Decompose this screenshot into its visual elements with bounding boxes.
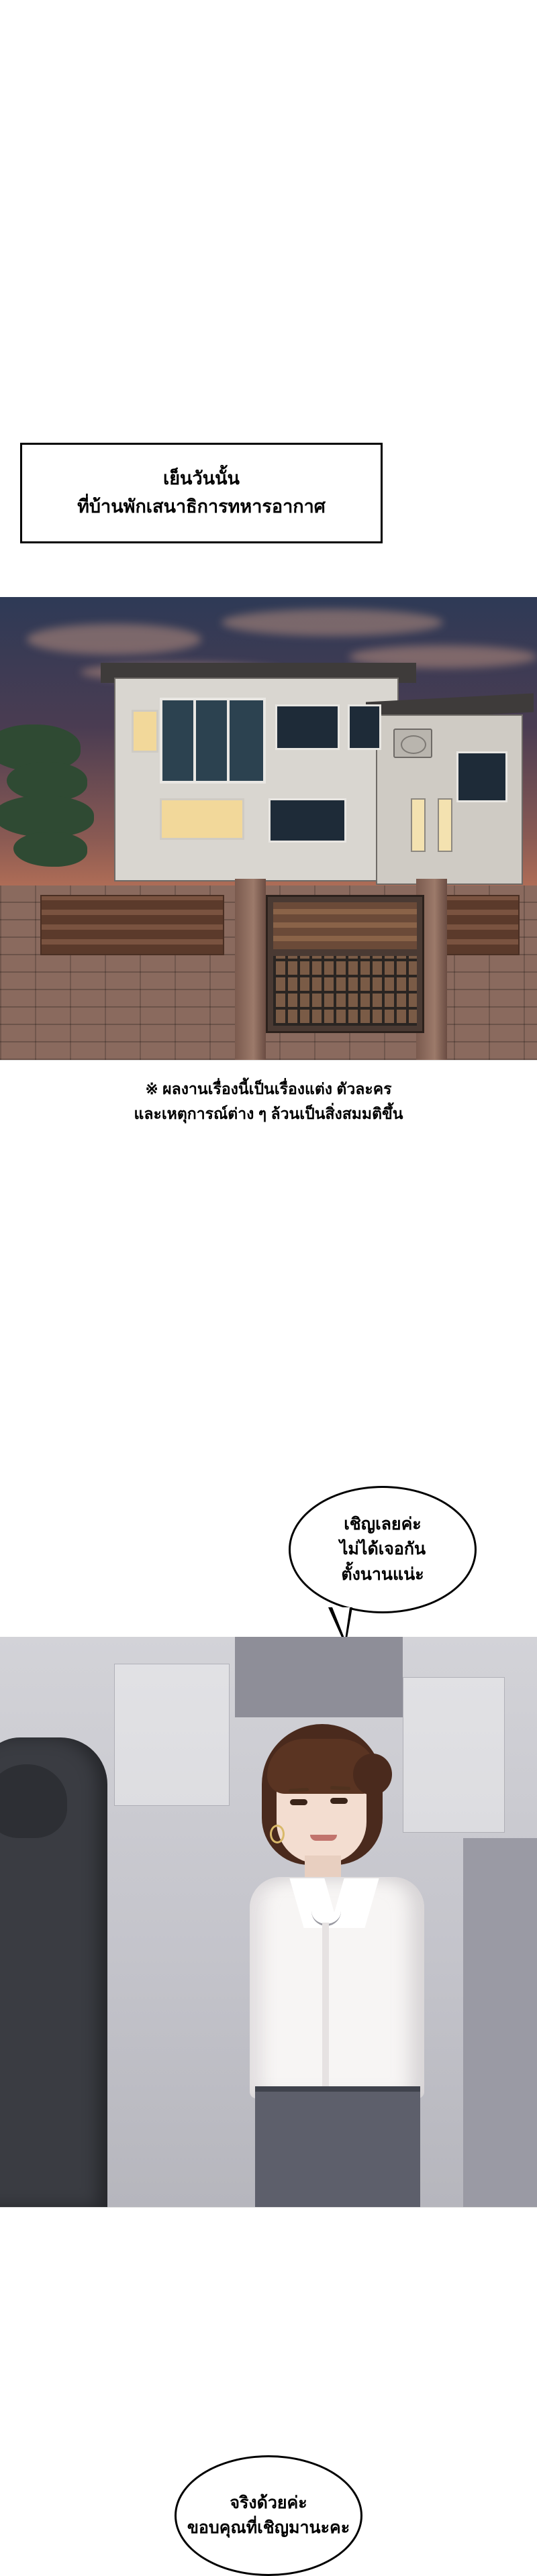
glass-curtain-wall: [160, 698, 266, 784]
bubble2-line-1: จริงด้วยค่ะ: [230, 2493, 307, 2512]
background-column: [463, 1838, 537, 2207]
gate-pillar: [235, 879, 266, 1060]
man-head: [0, 1764, 67, 1838]
background-beam: [235, 1637, 403, 1717]
window: [348, 704, 381, 750]
woman-hair-bun: [353, 1754, 392, 1795]
panel-house-exterior: [0, 597, 537, 1060]
bubble-line-2: ไม่ได้เจอกัน: [339, 1540, 426, 1559]
panel-characters: [0, 1637, 537, 2207]
gate-lattice: [273, 956, 417, 1026]
disclaimer-line-2: และเหตุการณ์ต่าง ๆ ล้วนเป็นสิ่งสมมติขึ้น: [134, 1104, 403, 1122]
disclaimer-text: [0, 1077, 537, 1126]
cloud-shape: [27, 624, 201, 655]
woman-shirt-placket: [322, 1923, 329, 2090]
window: [456, 751, 507, 802]
narration-line-2: ที่บ้านพักเสนาธิการทหารอากาศ: [77, 496, 326, 517]
entrance-gate: [266, 895, 424, 1033]
man-silhouette: [0, 1737, 107, 2207]
panel-seam: [0, 2207, 537, 2208]
disclaimer-line-1: ※ ผลงานเรื่องนี้เป็นเรื่องแต่ง ตัวละคร: [145, 1080, 392, 1097]
bubble-line-3: ตั้งนานแน่ะ: [341, 1564, 424, 1584]
woman-mouth: [310, 1835, 337, 1841]
wood-fence: [40, 895, 224, 955]
speech-bubble-bottom: [175, 2455, 362, 2576]
woman-earring: [270, 1825, 285, 1843]
panel-seam: [0, 1060, 537, 1061]
window: [268, 798, 346, 843]
gate-panel: [273, 902, 417, 949]
narration-caption: [20, 443, 383, 543]
window: [160, 798, 244, 840]
background-window: [114, 1664, 230, 1806]
bubble-tail-inner: [332, 1607, 350, 1640]
air-conditioner-unit: [393, 729, 432, 758]
tree: [0, 698, 114, 899]
cloud-shape: [222, 609, 443, 636]
woman-character: [235, 1724, 456, 2207]
woman-skirt: [255, 2092, 420, 2207]
woman-eye: [290, 1799, 307, 1805]
wall-lamp: [438, 798, 452, 852]
window: [275, 704, 340, 750]
bubble-line-1: เชิญเลยค่ะ: [344, 1514, 422, 1534]
wall-lamp: [411, 798, 426, 852]
narration-line-1: เย็นวันนั้น: [162, 468, 240, 489]
window: [132, 710, 158, 753]
speech-bubble-woman: [289, 1486, 477, 1613]
woman-eye: [330, 1798, 348, 1804]
bubble2-line-2: ขอบคุณที่เชิญมานะคะ: [187, 2518, 350, 2537]
